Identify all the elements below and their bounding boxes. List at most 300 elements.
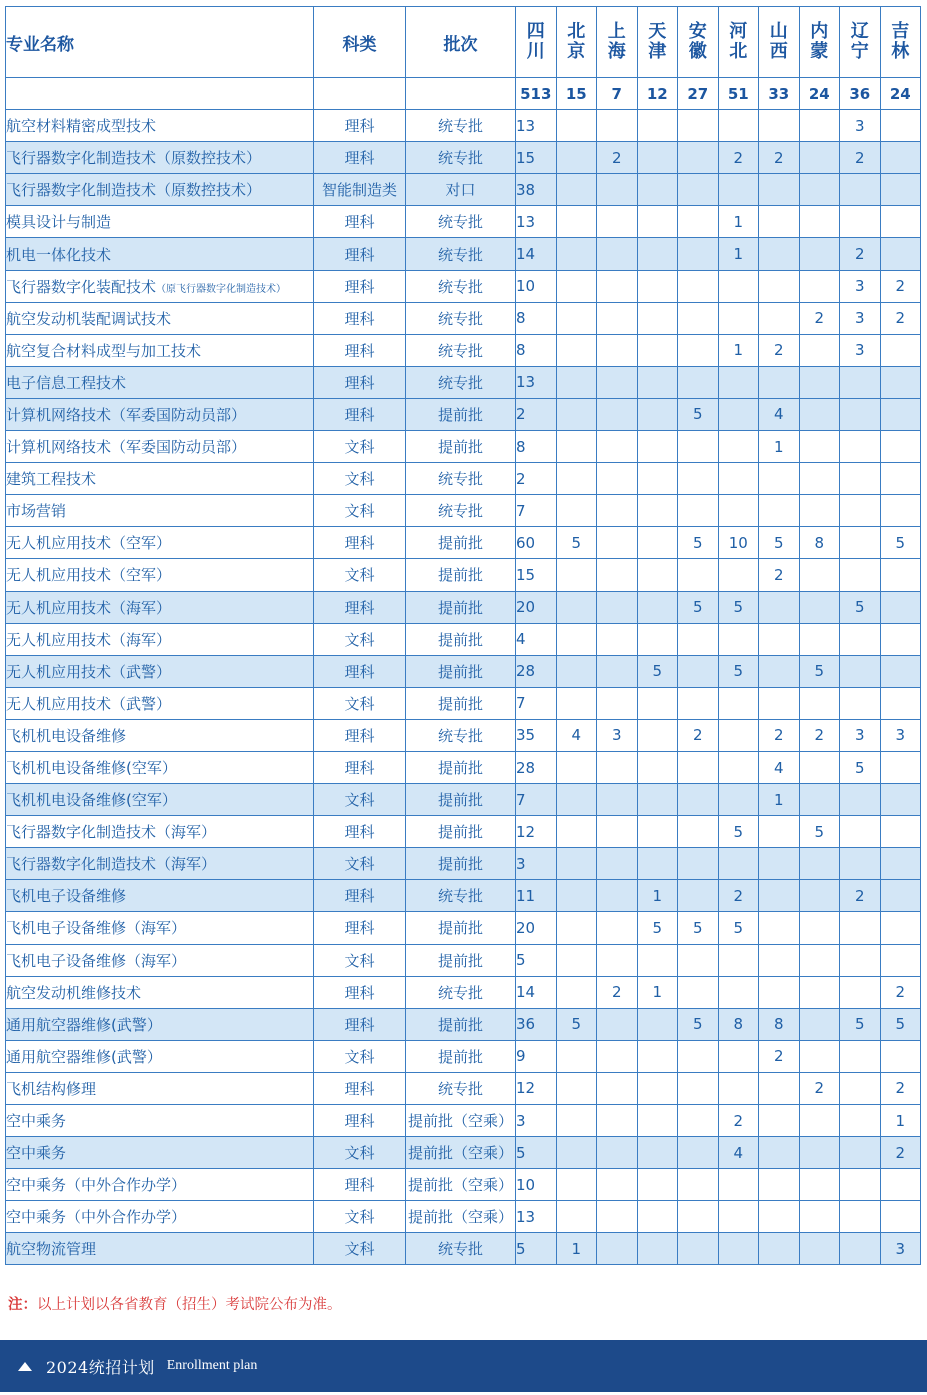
quota-cell (556, 238, 597, 270)
quota-cell: 5 (799, 816, 840, 848)
quota-cell (759, 687, 800, 719)
quota-cell: 5 (880, 1008, 921, 1040)
quota-cell: 35 (516, 719, 557, 751)
batch-cell: 提前批 (406, 591, 516, 623)
quota-cell (597, 687, 638, 719)
subject-type-cell: 文科 (314, 944, 406, 976)
quota-cell: 2 (880, 1072, 921, 1104)
quota-cell (759, 976, 800, 1008)
quota-cell (840, 559, 881, 591)
table-row (6, 1137, 921, 1169)
quota-cell: 5 (516, 1137, 557, 1169)
quota-cell (597, 655, 638, 687)
subject-type-cell: 理科 (314, 334, 406, 366)
quota-cell (759, 816, 800, 848)
quota-cell (637, 1137, 678, 1169)
quota-cell (880, 1201, 921, 1233)
quota-cell (678, 1072, 719, 1104)
subject-type-cell: 文科 (314, 848, 406, 880)
quota-cell (678, 334, 719, 366)
quota-cell (880, 142, 921, 174)
quota-cell: 2 (759, 1040, 800, 1072)
batch-cell: 统专批 (406, 334, 516, 366)
quota-cell (637, 784, 678, 816)
major-name-cell (6, 1137, 314, 1169)
major-name-cell (6, 1008, 314, 1040)
quota-cell (637, 398, 678, 430)
quota-cell: 8 (718, 1008, 759, 1040)
quota-cell (637, 142, 678, 174)
quota-cell (637, 238, 678, 270)
header-province: 河 北 (718, 7, 759, 78)
quota-cell: 5 (516, 1233, 557, 1265)
quota-cell: 2 (718, 1105, 759, 1137)
quota-cell: 60 (516, 527, 557, 559)
table-row (6, 880, 921, 912)
table-row (6, 398, 921, 430)
major-name: 无人机应用技术（空军） (6, 566, 172, 585)
quota-cell (799, 623, 840, 655)
quota-cell (759, 623, 800, 655)
major-name-cell (6, 719, 314, 751)
quota-cell: 3 (516, 848, 557, 880)
quota-cell (840, 912, 881, 944)
batch-cell: 提前批（空乘） (406, 1137, 516, 1169)
footer-title: 2024统招计划 (46, 1357, 155, 1377)
quota-cell: 13 (516, 206, 557, 238)
subject-type-cell: 文科 (314, 1040, 406, 1072)
quota-cell: 1 (759, 431, 800, 463)
quota-cell: 7 (516, 784, 557, 816)
quota-cell (880, 463, 921, 495)
quota-cell (718, 302, 759, 334)
subject-type-cell: 智能制造类 (314, 174, 406, 206)
quota-cell (678, 238, 719, 270)
table-row (6, 784, 921, 816)
quota-cell (759, 270, 800, 302)
quota-cell (759, 1169, 800, 1201)
quota-cell: 1 (880, 1105, 921, 1137)
quota-cell (840, 206, 881, 238)
quota-cell: 2 (678, 719, 719, 751)
quota-cell (597, 302, 638, 334)
quota-cell: 28 (516, 655, 557, 687)
major-name: 飞行器数字化制造技术（原数控技术） (6, 149, 262, 168)
quota-cell: 4 (556, 719, 597, 751)
quota-cell (556, 751, 597, 783)
table-row (6, 431, 921, 463)
quota-cell (637, 559, 678, 591)
quota-cell (556, 976, 597, 1008)
quota-cell (597, 1233, 638, 1265)
quota-cell (718, 366, 759, 398)
major-name-cell (6, 398, 314, 430)
header-batch: 批次 (406, 7, 516, 78)
major-name: 航空发动机装配调试技术 (6, 309, 172, 328)
quota-cell (718, 1233, 759, 1265)
major-name-cell (6, 334, 314, 366)
quota-cell (799, 976, 840, 1008)
header-subject-type: 科类 (314, 7, 406, 78)
quota-cell (637, 334, 678, 366)
quota-cell (759, 1072, 800, 1104)
major-name: 空中乘务 (6, 1144, 67, 1163)
quota-cell: 12 (516, 816, 557, 848)
quota-cell (678, 302, 719, 334)
quota-cell (840, 1169, 881, 1201)
quota-cell (637, 110, 678, 142)
major-name: 飞机机电设备维修(空军） (6, 759, 177, 778)
header-province: 吉 林 (880, 7, 921, 78)
quota-cell (597, 912, 638, 944)
major-name-cell (6, 655, 314, 687)
quota-cell (597, 110, 638, 142)
quota-cell: 5 (678, 1008, 719, 1040)
quota-cell (678, 976, 719, 1008)
batch-cell: 提前批 (406, 623, 516, 655)
totals-empty-cell (406, 78, 516, 110)
quota-cell: 5 (718, 591, 759, 623)
quota-cell (799, 1137, 840, 1169)
quota-cell (880, 944, 921, 976)
major-name-cell (6, 238, 314, 270)
quota-cell (718, 463, 759, 495)
quota-cell (597, 527, 638, 559)
quota-cell (840, 1233, 881, 1265)
quota-cell (799, 944, 840, 976)
quota-cell: 8 (516, 302, 557, 334)
quota-cell: 4 (516, 623, 557, 655)
quota-cell (840, 687, 881, 719)
table-row (6, 1008, 921, 1040)
quota-cell: 38 (516, 174, 557, 206)
major-name-cell (6, 591, 314, 623)
quota-cell: 12 (516, 1072, 557, 1104)
major-name-cell (6, 270, 314, 302)
quota-cell (718, 1201, 759, 1233)
quota-cell (880, 366, 921, 398)
quota-cell (597, 334, 638, 366)
quota-cell (799, 270, 840, 302)
major-name-cell (6, 206, 314, 238)
quota-cell: 20 (516, 591, 557, 623)
major-name: 无人机应用技术（武警） (6, 662, 172, 681)
quota-cell: 2 (759, 559, 800, 591)
batch-cell: 对口 (406, 174, 516, 206)
quota-cell (597, 206, 638, 238)
major-name-cell (6, 463, 314, 495)
quota-cell (637, 1008, 678, 1040)
quota-cell: 5 (637, 655, 678, 687)
subject-type-cell: 理科 (314, 591, 406, 623)
quota-cell: 28 (516, 751, 557, 783)
quota-cell (597, 398, 638, 430)
quota-cell (597, 238, 638, 270)
header-province: 上 海 (597, 7, 638, 78)
quota-cell (880, 848, 921, 880)
major-name-cell (6, 110, 314, 142)
total-shanxi: 33 (759, 78, 800, 110)
quota-cell: 14 (516, 976, 557, 1008)
quota-cell: 2 (718, 142, 759, 174)
quota-cell: 2 (759, 334, 800, 366)
quota-cell (556, 784, 597, 816)
major-name: 通用航空器维修(武警） (6, 1047, 162, 1066)
quota-cell (637, 591, 678, 623)
quota-cell (840, 1072, 881, 1104)
quota-cell: 2 (840, 880, 881, 912)
quota-cell: 1 (718, 206, 759, 238)
quota-cell (880, 912, 921, 944)
table-row (6, 687, 921, 719)
quota-cell: 5 (516, 944, 557, 976)
quota-cell (597, 751, 638, 783)
subject-type-cell: 理科 (314, 976, 406, 1008)
quota-cell: 1 (637, 976, 678, 1008)
quota-cell (880, 751, 921, 783)
batch-cell: 统专批 (406, 976, 516, 1008)
quota-cell (637, 1072, 678, 1104)
quota-cell (556, 431, 597, 463)
quota-cell: 2 (516, 463, 557, 495)
quota-cell (840, 976, 881, 1008)
quota-cell (880, 398, 921, 430)
quota-cell: 10 (718, 527, 759, 559)
footnote (8, 1293, 342, 1314)
subject-type-cell: 理科 (314, 1105, 406, 1137)
major-name-cell (6, 1072, 314, 1104)
major-name: 航空物流管理 (6, 1240, 97, 1259)
table-row (6, 944, 921, 976)
quota-cell (880, 431, 921, 463)
batch-cell: 提前批 (406, 687, 516, 719)
major-name: 计算机网络技术（军委国防动员部） (6, 438, 247, 457)
major-name-note: （原飞行器数字化制造技术） (156, 283, 287, 295)
table-row (6, 270, 921, 302)
batch-cell: 统专批 (406, 366, 516, 398)
quota-cell: 2 (799, 719, 840, 751)
subject-type-cell: 文科 (314, 431, 406, 463)
quota-cell (597, 495, 638, 527)
subject-type-cell: 文科 (314, 463, 406, 495)
quota-cell (678, 655, 719, 687)
quota-cell (556, 334, 597, 366)
table-row (6, 912, 921, 944)
batch-cell: 统专批 (406, 110, 516, 142)
quota-cell (759, 206, 800, 238)
major-name-cell (6, 495, 314, 527)
subject-type-cell: 理科 (314, 912, 406, 944)
quota-cell: 7 (516, 687, 557, 719)
quota-cell (597, 1072, 638, 1104)
quota-cell: 5 (718, 655, 759, 687)
header-row (6, 7, 921, 78)
quota-cell: 5 (678, 398, 719, 430)
quota-cell (556, 623, 597, 655)
quota-cell: 5 (678, 527, 719, 559)
quota-cell (678, 784, 719, 816)
totals-empty-cell (6, 78, 314, 110)
major-name: 无人机应用技术（海军） (6, 598, 172, 617)
quota-cell (637, 527, 678, 559)
quota-cell (637, 174, 678, 206)
batch-cell: 统专批 (406, 238, 516, 270)
quota-cell: 2 (597, 142, 638, 174)
major-name-cell (6, 687, 314, 719)
subject-type-cell: 文科 (314, 559, 406, 591)
batch-cell: 提前批 (406, 527, 516, 559)
quota-cell (799, 591, 840, 623)
quota-cell (799, 110, 840, 142)
quota-cell (678, 623, 719, 655)
quota-cell (759, 1233, 800, 1265)
quota-cell: 4 (759, 398, 800, 430)
batch-cell: 提前批 (406, 431, 516, 463)
quota-cell (597, 1040, 638, 1072)
major-name: 市场营销 (6, 502, 67, 521)
header-province: 天 津 (637, 7, 678, 78)
quota-cell: 10 (516, 1169, 557, 1201)
quota-cell (799, 1008, 840, 1040)
quota-cell (718, 398, 759, 430)
quota-cell (799, 398, 840, 430)
quota-cell: 8 (799, 527, 840, 559)
batch-cell: 提前批 (406, 848, 516, 880)
quota-cell (799, 238, 840, 270)
major-name-cell (6, 302, 314, 334)
subject-type-cell: 理科 (314, 110, 406, 142)
total-jilin: 24 (880, 78, 921, 110)
table-row (6, 655, 921, 687)
quota-cell (799, 334, 840, 366)
quota-cell: 2 (880, 1137, 921, 1169)
totals-empty-cell (314, 78, 406, 110)
quota-cell (718, 431, 759, 463)
footnote-label: 注： (8, 1297, 37, 1313)
quota-cell (637, 1169, 678, 1201)
batch-cell: 统专批 (406, 495, 516, 527)
batch-cell: 提前批 (406, 1008, 516, 1040)
quota-cell (556, 366, 597, 398)
quota-cell (759, 174, 800, 206)
quota-cell (799, 784, 840, 816)
major-name: 空中乘务（中外合作办学） (6, 1208, 187, 1227)
quota-cell (597, 1201, 638, 1233)
total-liaoning: 36 (840, 78, 881, 110)
quota-cell: 2 (597, 976, 638, 1008)
quota-cell (556, 463, 597, 495)
quota-cell (840, 527, 881, 559)
quota-cell (678, 1233, 719, 1265)
quota-cell (556, 174, 597, 206)
quota-cell: 10 (516, 270, 557, 302)
quota-cell (880, 591, 921, 623)
quota-cell: 1 (556, 1233, 597, 1265)
quota-cell (718, 623, 759, 655)
quota-cell (759, 1105, 800, 1137)
quota-cell (637, 270, 678, 302)
quota-cell (759, 1201, 800, 1233)
major-name: 通用航空器维修(武警） (6, 1015, 162, 1034)
quota-cell (556, 559, 597, 591)
quota-cell (840, 944, 881, 976)
total-shanghai: 7 (597, 78, 638, 110)
quota-cell (678, 559, 719, 591)
quota-cell (840, 816, 881, 848)
table-row (6, 1072, 921, 1104)
quota-cell (840, 495, 881, 527)
major-name-cell (6, 366, 314, 398)
major-name: 建筑工程技术 (6, 470, 97, 489)
quota-cell (597, 1169, 638, 1201)
quota-cell (799, 1233, 840, 1265)
major-name-cell (6, 623, 314, 655)
quota-cell (840, 398, 881, 430)
quota-cell (637, 944, 678, 976)
quota-cell: 3 (597, 719, 638, 751)
major-name: 飞机机电设备维修 (6, 726, 127, 745)
header-province: 山 西 (759, 7, 800, 78)
quota-cell: 5 (840, 751, 881, 783)
quota-cell: 8 (516, 334, 557, 366)
quota-cell (840, 655, 881, 687)
quota-cell (556, 848, 597, 880)
major-name: 机电一体化技术 (6, 245, 112, 264)
quota-cell (840, 848, 881, 880)
major-name-cell (6, 1040, 314, 1072)
batch-cell: 提前批（空乘） (406, 1201, 516, 1233)
subject-type-cell: 文科 (314, 1201, 406, 1233)
quota-cell: 13 (516, 366, 557, 398)
quota-cell: 2 (880, 270, 921, 302)
quota-cell (880, 238, 921, 270)
quota-cell (759, 880, 800, 912)
subject-type-cell: 理科 (314, 366, 406, 398)
batch-cell: 提前批 (406, 1040, 516, 1072)
quota-cell (759, 302, 800, 334)
subject-type-cell: 理科 (314, 719, 406, 751)
major-name: 飞机电子设备维修（海军） (6, 919, 187, 938)
major-name: 飞行器数字化装配技术 (6, 277, 157, 296)
quota-cell (678, 206, 719, 238)
quota-cell (880, 655, 921, 687)
quota-cell (597, 623, 638, 655)
quota-cell (556, 944, 597, 976)
quota-cell: 2 (840, 142, 881, 174)
major-name-cell (6, 944, 314, 976)
header-province: 内 蒙 (799, 7, 840, 78)
quota-cell: 8 (759, 1008, 800, 1040)
batch-cell: 提前批 (406, 655, 516, 687)
quota-cell (597, 591, 638, 623)
quota-cell (799, 848, 840, 880)
quota-cell (556, 1040, 597, 1072)
table-row (6, 848, 921, 880)
quota-cell (880, 687, 921, 719)
quota-cell: 9 (516, 1040, 557, 1072)
triangle-up-icon (18, 1362, 32, 1371)
quota-cell (759, 944, 800, 976)
quota-cell (880, 206, 921, 238)
quota-cell: 5 (718, 912, 759, 944)
quota-cell (556, 398, 597, 430)
quota-cell: 2 (759, 142, 800, 174)
quota-cell: 5 (799, 655, 840, 687)
footer-bar (0, 1340, 927, 1392)
quota-cell (880, 174, 921, 206)
quota-cell (678, 174, 719, 206)
quota-cell (718, 976, 759, 1008)
